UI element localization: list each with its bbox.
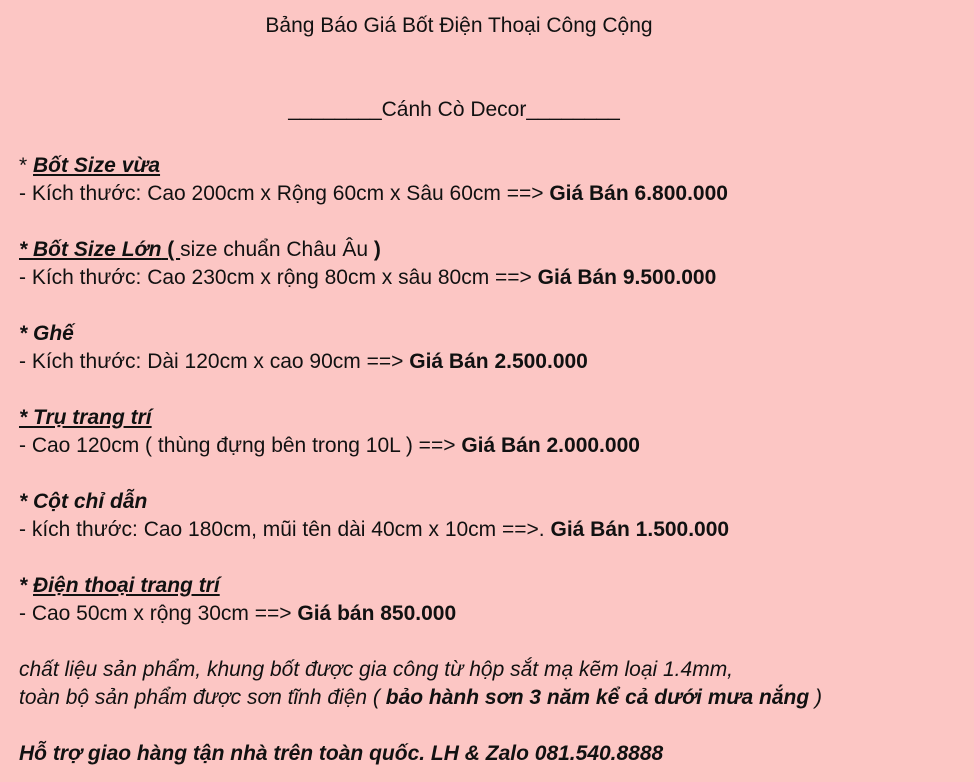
materials-line-1 — [19, 657, 733, 683]
item-price: Giá Bán 9.500.000 — [537, 266, 717, 289]
item-note: size chuẩn Châu Âu — [180, 238, 369, 261]
bullet: * — [19, 574, 34, 597]
item-spec: - Kích thước: Cao 230cm x rộng 80cm x sâu 80cm ==> — [19, 266, 538, 289]
item-spec: - Cao 50cm x rộng 30cm ==> — [19, 602, 298, 625]
page-title: Bảng Báo Giá Bốt Điện Thoại Công Cộng — [265, 14, 653, 37]
bullet: * — [19, 154, 34, 177]
item-price: Giá Bán 1.500.000 — [550, 518, 730, 541]
item-spec: - kích thước: Cao 180cm, mũi tên dài 40cm x 10cm ==>. — [19, 518, 551, 541]
item-price: Giá bán 850.000 — [297, 602, 457, 625]
item-desc — [19, 601, 456, 627]
item-price: Giá Bán 2.500.000 — [409, 350, 588, 373]
item-desc — [19, 349, 588, 375]
item-title: Bốt Size Lớn — [33, 238, 162, 261]
item-desc — [19, 517, 729, 543]
item-desc — [19, 265, 716, 291]
item-desc — [19, 181, 728, 207]
materials-text: toàn bộ sản phẩm được sơn tĩnh điện ( — [19, 686, 386, 709]
bullet: * — [19, 238, 34, 261]
item-title: Ghế — [33, 322, 74, 345]
bullet: * — [19, 322, 34, 345]
bullet: * — [19, 490, 34, 513]
item-title: Điện thoại trang trí — [33, 574, 220, 597]
item-heading — [19, 405, 152, 431]
brand-name: Cánh Cò Decor — [381, 98, 527, 121]
warranty-note: bảo hành sơn 3 năm kể cả dưới mưa nắng — [385, 686, 810, 709]
item-spec: - Cao 120cm ( thùng đựng bên trong 10L ) ==> — [19, 434, 462, 457]
bullet: * — [19, 406, 34, 429]
item-price: Giá Bán 2.000.000 — [461, 434, 640, 457]
support-contact: Hỗ trợ giao hàng tận nhà trên toàn quốc. LH & Zalo 081.540.8888 — [19, 742, 664, 765]
item-title: Trụ trang trí — [33, 406, 152, 429]
item-heading — [19, 153, 160, 179]
item-title: Bốt Size vừa — [33, 154, 161, 177]
item-heading — [19, 321, 74, 347]
item-heading — [19, 489, 147, 515]
paren-close: ) — [368, 238, 381, 261]
materials-text: chất liệu sản phẩm, khung bốt được gia công từ hộp sắt mạ kẽm loại 1.4mm, — [19, 658, 734, 681]
brand-left-rule: ________ — [288, 98, 382, 121]
materials-line-2 — [19, 685, 822, 711]
paren-open: ( — [161, 238, 181, 261]
brand-right-rule: ________ — [526, 98, 620, 121]
item-spec: - Kích thước: Dài 120cm x cao 90cm ==> — [19, 350, 410, 373]
item-spec: - Kích thước: Cao 200cm x Rộng 60cm x Sâu 60cm ==> — [19, 182, 550, 205]
brand-line — [0, 97, 908, 123]
item-heading — [19, 573, 220, 599]
item-price: Giá Bán 6.800.000 — [549, 182, 728, 205]
item-heading — [19, 237, 381, 263]
item-title: Cột chỉ dẫn — [33, 490, 148, 513]
item-desc — [19, 433, 640, 459]
materials-close: ) — [809, 686, 823, 709]
